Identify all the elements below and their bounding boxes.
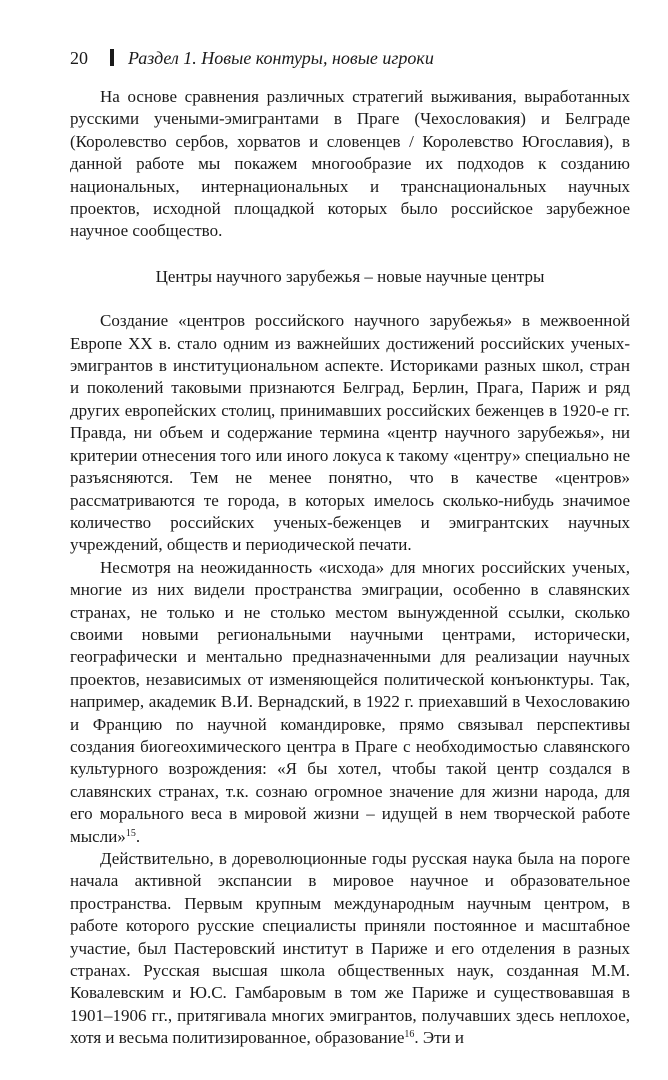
paragraph-centers <box>70 310 630 556</box>
paragraph-prerevolution <box>70 848 630 1050</box>
section-heading: Центры научного зарубежья – новые научные центры <box>155 266 545 286</box>
page-number: 20 <box>70 48 88 68</box>
paragraph-intro <box>70 86 630 243</box>
document-body <box>70 86 630 1050</box>
paragraph-prerevolution-text: Действительно, в дореволюционные годы русская наука была на пороге начала активной экспансии в мировое научное и образовательное пространства. Первым крупным международным научным центром, в работе которого русские специалисты приняли постоянное и масштабное участие, был Пастеровский институт в Париже и его отделения в разных странах. Русская высшая школа общественных наук, созданная М.М. Ковалевским и Ю.С. Гамбаровым в том же Париже и существовавшая в 1901–1906 гг., притягивала многих эмигрантов, получавших здесь неплохое, хотя и весьма политизированное, образование <box>70 849 630 1048</box>
paragraph-centers-text: Создание «центров российского научного зарубежья» в межвоенной Европе XX в. стало одним из важнейших достижений российских ученых-эмигрантов в институциональном аспекте. Историками разных школ, стран и поколений таковыми признаются Белград, Берлин, Прага, Париж и ряд других европейских столиц, принимавших российских беженцев в 1920-е гг. Правда, ни объем и содержание термина «центр научного зарубежья», ни критерии отнесения того или иного локуса к такому «центру» специально не разъясняются. Тем не менее понятно, что в качестве «центров» рассматриваются те города, в которых имелось сколько-нибудь значимое количество российских ученых-беженцев и эмигрантских научных учреждений, обществ и периодической печати. <box>70 311 630 555</box>
footnote-ref-16[interactable]: 16 <box>404 1029 415 1041</box>
paragraph-vernadsky-tail: . <box>135 826 141 846</box>
paragraph-prerevolution-tail: . Эти и <box>414 1028 464 1048</box>
section-title: Раздел 1. Новые контуры, новые игроки <box>128 48 434 68</box>
footnote-ref-15[interactable]: 15 <box>125 827 136 839</box>
header-separator <box>110 49 114 66</box>
paragraph-vernadsky-text: Несмотря на неожиданность «исхода» для многих российских ученых, многие из них видели пространства эмиграции, особенно в славянских странах, не только и не столько местом вынужденной ссылки, сколько своими новыми региональными научными центрами, исторически, географически и ментально предназначенными для реализации научных проектов, независимых от изменяющейся политической конъюнктуры. Так, например, академик В.И. Вернадский, в 1922 г. приехавший в Чехословакию и Францию по научной командировке, прямо связывал перспективы создания биогеохимического центра в Праге с необходимостью славянского культурного возрождения: «Я бы хотел, чтобы такой центр создался в славянских странах, т.к. сознаю огромное значение для жизни народа, для его морального веса в мировой жизни – идущей в нем творческой работе мысли» <box>70 557 630 846</box>
running-header <box>70 46 434 70</box>
paragraph-intro-text: На основе сравнения различных стратегий выживания, выработанных русскими учеными-эмигрантами в Праге (Чехословакия) и Белграде (Королевство сербов, хорватов и словенцев / Королевство Югославия), в данной работе мы покажем многообразие их подходов к созданию национальных, интернациональных и транснациональных научных проектов, исходной площадкой которых было российское зарубежное научное сообщество. <box>70 87 630 241</box>
paragraph-vernadsky <box>70 557 630 848</box>
